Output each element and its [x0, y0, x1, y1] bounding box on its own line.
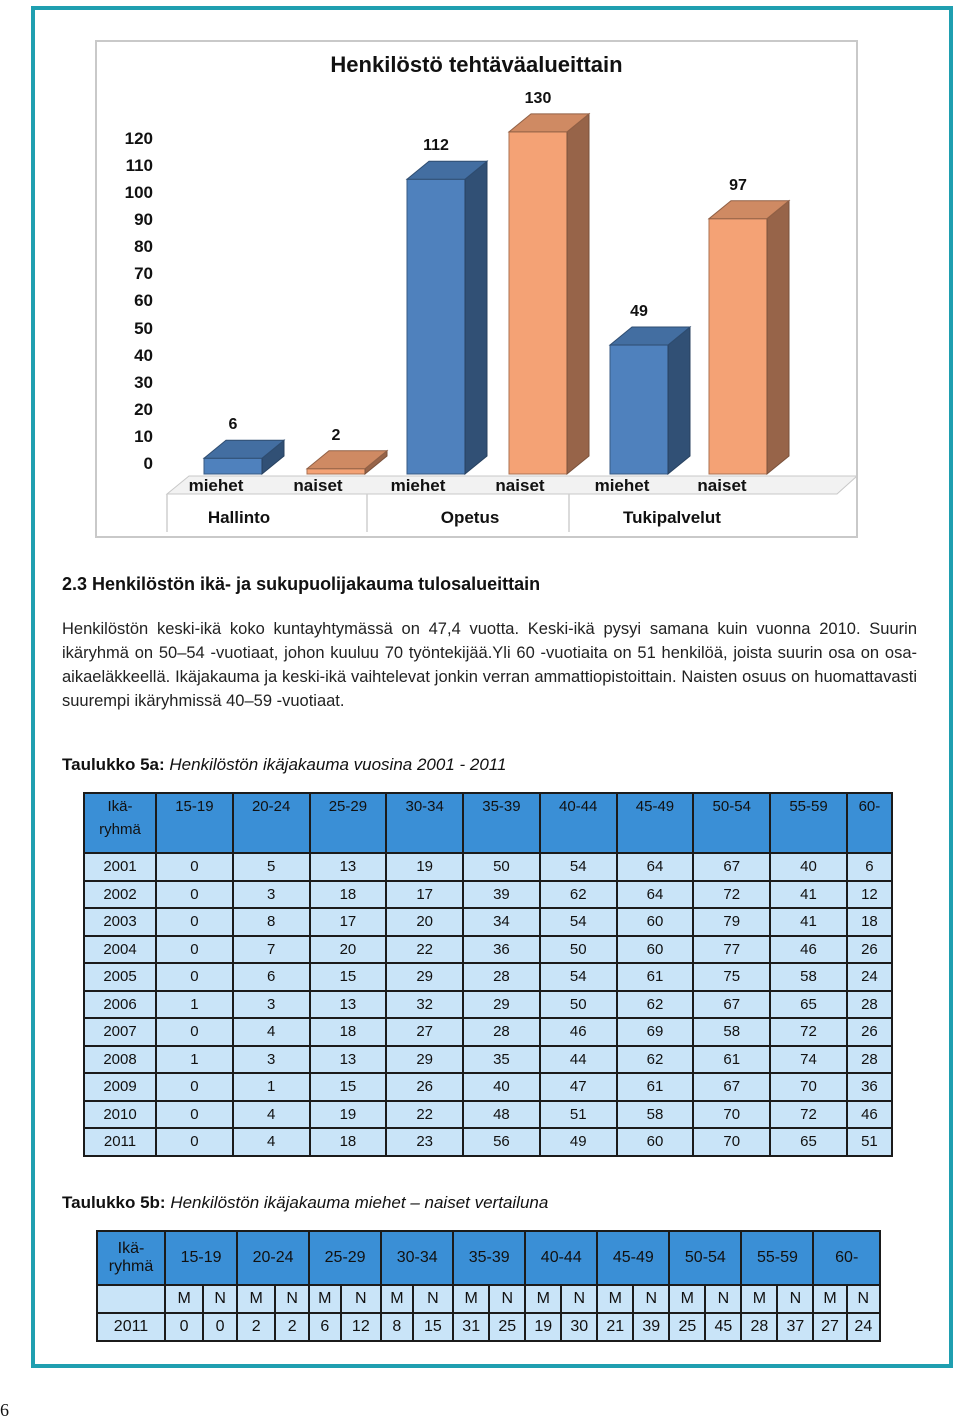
bar-side	[567, 114, 589, 474]
table-cell: 51	[540, 1101, 617, 1129]
bar-miehet-opetus	[407, 161, 487, 474]
category-label: miehet	[188, 476, 244, 495]
table-cell: 20	[310, 936, 387, 964]
table-cell: 74	[770, 1046, 847, 1074]
table-cell: 26	[847, 1018, 892, 1046]
table-5a-header-row	[84, 793, 892, 853]
table-cell: 67	[693, 991, 770, 1019]
table-cell: 3	[233, 991, 310, 1019]
table-cell: 65	[770, 991, 847, 1019]
table-5b-subheader-cell: M	[669, 1285, 705, 1313]
table-cell: 2	[237, 1313, 275, 1341]
table-row	[84, 991, 892, 1019]
table-5b-subheader-cell: N	[777, 1285, 813, 1313]
table-5b-subheader-cell: M	[597, 1285, 633, 1313]
table-cell: 58	[770, 963, 847, 991]
table-5b-subheader-empty	[97, 1285, 165, 1313]
table-cell: 36	[463, 936, 540, 964]
table-cell: 50	[540, 936, 617, 964]
table-cell: 6	[309, 1313, 340, 1341]
table-cell: 65	[770, 1128, 847, 1156]
table-cell: 12	[341, 1313, 382, 1341]
table-cell: 69	[617, 1018, 694, 1046]
table-cell: 2011	[84, 1128, 156, 1156]
y-tick-label: 80	[134, 237, 153, 257]
table-cell: 44	[540, 1046, 617, 1074]
table-cell: 4	[233, 1128, 310, 1156]
table-cell: 39	[463, 881, 540, 909]
table-5b-subheader-cell: N	[847, 1285, 880, 1313]
table-5a-caption-text: Henkilöstön ikäjakauma vuosina 2001 - 2011	[169, 755, 507, 774]
group-label: Tukipalvelut	[623, 508, 721, 527]
table-5b-subheader-cell: N	[633, 1285, 669, 1313]
table-5b-row-label: 2011	[97, 1313, 165, 1341]
table-5a-caption-label: Taulukko 5a:	[62, 755, 165, 774]
table-cell: 4	[233, 1101, 310, 1129]
table-5b-subheader-cell: M	[525, 1285, 561, 1313]
y-tick-label: 50	[134, 318, 153, 338]
table-cell: 41	[770, 881, 847, 909]
chart-plot	[97, 42, 856, 536]
table-cell: 58	[693, 1018, 770, 1046]
header-line: ryhmä	[108, 1258, 154, 1275]
table-5b-subheader-cell: M	[309, 1285, 340, 1313]
table-cell: 19	[386, 853, 463, 881]
table-cell: 39	[633, 1313, 669, 1341]
table-cell: 54	[540, 853, 617, 881]
table-cell: 62	[617, 1046, 694, 1074]
table-cell: 25	[669, 1313, 705, 1341]
bar-side	[465, 161, 487, 474]
table-cell: 46	[540, 1018, 617, 1046]
bar-front	[709, 219, 767, 474]
table-5b-header-cell: 20-24	[237, 1231, 309, 1285]
table-cell: 0	[203, 1313, 237, 1341]
bar-naiset-hallinto	[307, 451, 387, 474]
table-cell: 6	[847, 853, 892, 881]
table-cell: 2002	[84, 881, 156, 909]
table-cell: 0	[156, 1128, 233, 1156]
table-cell: 35	[463, 1046, 540, 1074]
table-cell: 5	[233, 853, 310, 881]
bar-naiset-tukipalvelut	[709, 201, 789, 474]
table-5b-subheader-cell: N	[705, 1285, 741, 1313]
table-cell: 29	[463, 991, 540, 1019]
y-tick-label: 30	[134, 372, 153, 392]
table-cell: 21	[597, 1313, 633, 1341]
table-cell: 31	[453, 1313, 489, 1341]
bar-naiset-opetus	[509, 114, 589, 474]
table-cell: 2005	[84, 963, 156, 991]
table-cell: 48	[463, 1101, 540, 1129]
table-cell: 8	[381, 1313, 412, 1341]
table-cell: 2010	[84, 1101, 156, 1129]
table-cell: 46	[770, 936, 847, 964]
table-cell: 0	[156, 853, 233, 881]
data-label: 112	[423, 137, 449, 155]
y-tick-label: 10	[134, 426, 153, 446]
bar-miehet-tukipalvelut	[610, 327, 690, 474]
table-5b-header-cell: 50-54	[669, 1231, 741, 1285]
data-label: 130	[524, 89, 552, 107]
table-cell: 72	[770, 1101, 847, 1129]
table-5b-subheader-cell: M	[813, 1285, 846, 1313]
table-cell: 67	[693, 853, 770, 881]
table-cell: 50	[540, 991, 617, 1019]
group-label: Hallinto	[207, 508, 271, 527]
table-cell: 27	[386, 1018, 463, 1046]
table-5a-header-cell: 20-24	[233, 793, 310, 853]
table-cell: 79	[693, 908, 770, 936]
table-5b-subheader-row	[97, 1285, 880, 1313]
table-cell: 20	[386, 908, 463, 936]
y-tick-label: 120	[124, 128, 153, 148]
table-5b-subheader-cell: N	[489, 1285, 525, 1313]
bar-miehet-hallinto	[204, 440, 284, 474]
table-cell: 0	[156, 908, 233, 936]
table-cell: 2006	[84, 991, 156, 1019]
table-cell: 70	[770, 1073, 847, 1101]
table-5b-header-cell: 25-29	[309, 1231, 381, 1285]
table-5b-header-cell: 40-44	[525, 1231, 597, 1285]
table-row	[84, 908, 892, 936]
table-row	[84, 936, 892, 964]
table-cell: 4	[233, 1018, 310, 1046]
table-cell: 19	[525, 1313, 561, 1341]
table-cell: 17	[310, 908, 387, 936]
table-cell: 2004	[84, 936, 156, 964]
bar-front	[407, 179, 465, 474]
table-5b-header-first	[97, 1231, 165, 1285]
table-cell: 2	[275, 1313, 309, 1341]
table-5b-header-cell: 55-59	[741, 1231, 813, 1285]
table-cell: 7	[233, 936, 310, 964]
table-cell: 61	[617, 963, 694, 991]
table-5a-header-cell: 40-44	[540, 793, 617, 853]
table-cell: 18	[847, 908, 892, 936]
y-tick-label: 0	[143, 454, 153, 473]
table-cell: 49	[540, 1128, 617, 1156]
y-tick-label: 40	[134, 345, 153, 365]
table-5a-header-cell: 30-34	[386, 793, 463, 853]
table-cell: 70	[693, 1128, 770, 1156]
table-cell: 25	[489, 1313, 525, 1341]
table-cell: 67	[693, 1073, 770, 1101]
table-cell: 72	[693, 881, 770, 909]
table-cell: 2008	[84, 1046, 156, 1074]
y-tick-label: 100	[124, 183, 153, 202]
table-5b-header-cell: 30-34	[381, 1231, 453, 1285]
table-row	[84, 963, 892, 991]
table-cell: 18	[310, 1128, 387, 1156]
table-cell: 0	[156, 1101, 233, 1129]
table-cell: 1	[233, 1073, 310, 1101]
table-cell: 15	[413, 1313, 454, 1341]
table-cell: 75	[693, 963, 770, 991]
table-cell: 15	[310, 1073, 387, 1101]
table-row	[84, 1046, 892, 1074]
header-line: Ikä-	[107, 798, 133, 815]
table-cell: 61	[617, 1073, 694, 1101]
data-label: 2	[331, 426, 341, 444]
chart-title: Henkilöstö tehtäväalueittain	[330, 52, 623, 77]
table-cell: 17	[386, 881, 463, 909]
table-cell: 2001	[84, 853, 156, 881]
table-5a-header-cell: 35-39	[463, 793, 540, 853]
header-line: Ikä-	[117, 1240, 145, 1257]
table-cell: 40	[770, 853, 847, 881]
bar-front	[204, 458, 262, 474]
table-cell: 15	[310, 963, 387, 991]
category-label: miehet	[390, 476, 446, 495]
category-label: naiset	[495, 476, 545, 495]
table-cell: 29	[386, 963, 463, 991]
table-row	[84, 881, 892, 909]
table-5b-header-cell: 60-	[813, 1231, 880, 1285]
table-5a-header-cell: 55-59	[770, 793, 847, 853]
table-cell: 47	[540, 1073, 617, 1101]
table-5a-header-first	[84, 793, 156, 853]
table-5b-header-cell: 15-19	[165, 1231, 237, 1285]
table-cell: 13	[310, 853, 387, 881]
table-cell: 62	[540, 881, 617, 909]
table-5b-caption-label: Taulukko 5b:	[62, 1193, 166, 1212]
table-5b-data-row	[97, 1313, 880, 1341]
table-cell: 28	[741, 1313, 777, 1341]
group-label: Opetus	[440, 508, 500, 527]
table-cell: 28	[463, 963, 540, 991]
table-5b-caption-text: Henkilöstön ikäjakauma miehet – naiset vertailuna	[170, 1193, 549, 1212]
table-5b-header-row	[97, 1231, 880, 1285]
table-cell: 0	[156, 1073, 233, 1101]
table-cell: 29	[386, 1046, 463, 1074]
table-cell: 72	[770, 1018, 847, 1046]
table-5b-subheader-cell: N	[203, 1285, 237, 1313]
table-cell: 28	[463, 1018, 540, 1046]
table-cell: 70	[693, 1101, 770, 1129]
y-tick-label: 90	[134, 210, 153, 230]
table-cell: 45	[705, 1313, 741, 1341]
bar-side	[668, 327, 690, 474]
table-cell: 30	[561, 1313, 597, 1341]
table-5b-subheader-cell: N	[561, 1285, 597, 1313]
table-row	[84, 1018, 892, 1046]
table-cell: 54	[540, 963, 617, 991]
table-5b-subheader-cell: M	[453, 1285, 489, 1313]
table-cell: 22	[386, 1101, 463, 1129]
table-cell: 64	[617, 853, 694, 881]
table-cell: 0	[165, 1313, 203, 1341]
table-5b-subheader-cell: N	[413, 1285, 454, 1313]
table-row	[84, 1128, 892, 1156]
y-tick-label: 70	[134, 264, 153, 284]
table-cell: 50	[463, 853, 540, 881]
table-row	[84, 1101, 892, 1129]
table-cell: 41	[770, 908, 847, 936]
bar-front	[509, 132, 567, 474]
table-5b-subheader-cell: N	[341, 1285, 382, 1313]
table-cell: 0	[156, 1018, 233, 1046]
table-cell: 22	[386, 936, 463, 964]
table-5b-subheader-cell: M	[165, 1285, 203, 1313]
table-cell: 2003	[84, 908, 156, 936]
table-cell: 56	[463, 1128, 540, 1156]
table-5b-header-cell: 35-39	[453, 1231, 525, 1285]
category-label: naiset	[697, 476, 747, 495]
header-line: ryhmä	[99, 821, 141, 838]
table-cell: 28	[847, 991, 892, 1019]
table-5b-header-cell: 45-49	[597, 1231, 669, 1285]
y-tick-label: 60	[134, 291, 153, 311]
table-cell: 62	[617, 991, 694, 1019]
table-cell: 64	[617, 881, 694, 909]
table-row	[84, 1073, 892, 1101]
y-tick-label: 110	[125, 155, 153, 175]
table-row	[84, 853, 892, 881]
table-cell: 1	[156, 991, 233, 1019]
table-cell: 77	[693, 936, 770, 964]
table-cell: 34	[463, 908, 540, 936]
category-label: naiset	[293, 476, 343, 495]
table-cell: 6	[233, 963, 310, 991]
table-cell: 54	[540, 908, 617, 936]
table-cell: 28	[847, 1046, 892, 1074]
data-label: 97	[729, 176, 747, 194]
table-cell: 60	[617, 936, 694, 964]
table-cell: 2009	[84, 1073, 156, 1101]
table-cell: 18	[310, 1018, 387, 1046]
table-cell: 51	[847, 1128, 892, 1156]
table-cell: 3	[233, 1046, 310, 1074]
table-5a-caption	[62, 755, 506, 775]
bar-front	[307, 469, 365, 474]
bar-front	[610, 345, 668, 474]
table-cell: 36	[847, 1073, 892, 1101]
table-cell: 40	[463, 1073, 540, 1101]
data-label: 49	[630, 303, 648, 321]
table-5b-subheader-cell: N	[275, 1285, 309, 1313]
table-cell: 60	[617, 908, 694, 936]
table-cell: 61	[693, 1046, 770, 1074]
table-5a-body	[84, 853, 892, 1156]
bar-chart	[95, 40, 858, 538]
table-5a-header-cell: 25-29	[310, 793, 387, 853]
table-5a-header-cell: 60-	[847, 793, 892, 853]
section-paragraph: Henkilöstön keski-ikä koko kuntayhtymässä on 47,4 vuotta. Keski-ikä pysyi samana kuin vuonna 2010. Suurin ikäryhmä on 50–54 -vuotiaat, johon kuuluu 70 työntekijää.Yli 60 -vuotiaita on 51 henkilöä, joista suurin osa on osa-aikaeläkkeellä. Ikäjakauma ja keski-ikä vaihtelevat jonkin verran ammattiopistoittain. Naisten osuus on huomattavasti suurempi ikäryhmissä 40–59 -vuotiaat.	[62, 620, 917, 710]
table-5b-subheader-cell: M	[741, 1285, 777, 1313]
table-5b-caption	[62, 1193, 548, 1213]
data-label: 6	[228, 416, 238, 434]
table-5b-subheader-cell: M	[237, 1285, 275, 1313]
table-5a-header-cell: 50-54	[693, 793, 770, 853]
table-cell: 2007	[84, 1018, 156, 1046]
table-5a-header-cell: 15-19	[156, 793, 233, 853]
table-cell: 0	[156, 963, 233, 991]
section-title: 2.3 Henkilöstön ikä- ja sukupuolijakauma tulosalueittain	[62, 574, 541, 594]
y-tick-label: 20	[134, 399, 153, 419]
table-cell: 0	[156, 881, 233, 909]
table-cell: 24	[847, 963, 892, 991]
table-cell: 26	[386, 1073, 463, 1101]
table-cell: 0	[156, 936, 233, 964]
table-5a-header-cell: 45-49	[617, 793, 694, 853]
table-cell: 19	[310, 1101, 387, 1129]
table-cell: 1	[156, 1046, 233, 1074]
bar-side	[767, 201, 789, 474]
table-cell: 13	[310, 1046, 387, 1074]
table-5b	[96, 1230, 881, 1342]
table-cell: 58	[617, 1101, 694, 1129]
table-cell: 24	[847, 1313, 880, 1341]
category-label: miehet	[594, 476, 650, 495]
table-5b-subheader-cell: M	[381, 1285, 412, 1313]
table-5a	[83, 792, 893, 1157]
table-cell: 60	[617, 1128, 694, 1156]
table-cell: 23	[386, 1128, 463, 1156]
table-cell: 13	[310, 991, 387, 1019]
table-cell: 32	[386, 991, 463, 1019]
table-cell: 12	[847, 881, 892, 909]
table-cell: 26	[847, 936, 892, 964]
table-cell: 18	[310, 881, 387, 909]
table-cell: 37	[777, 1313, 813, 1341]
table-cell: 27	[813, 1313, 846, 1341]
table-cell: 8	[233, 908, 310, 936]
table-cell: 3	[233, 881, 310, 909]
page-number: 6	[0, 1400, 9, 1420]
table-cell: 46	[847, 1101, 892, 1129]
